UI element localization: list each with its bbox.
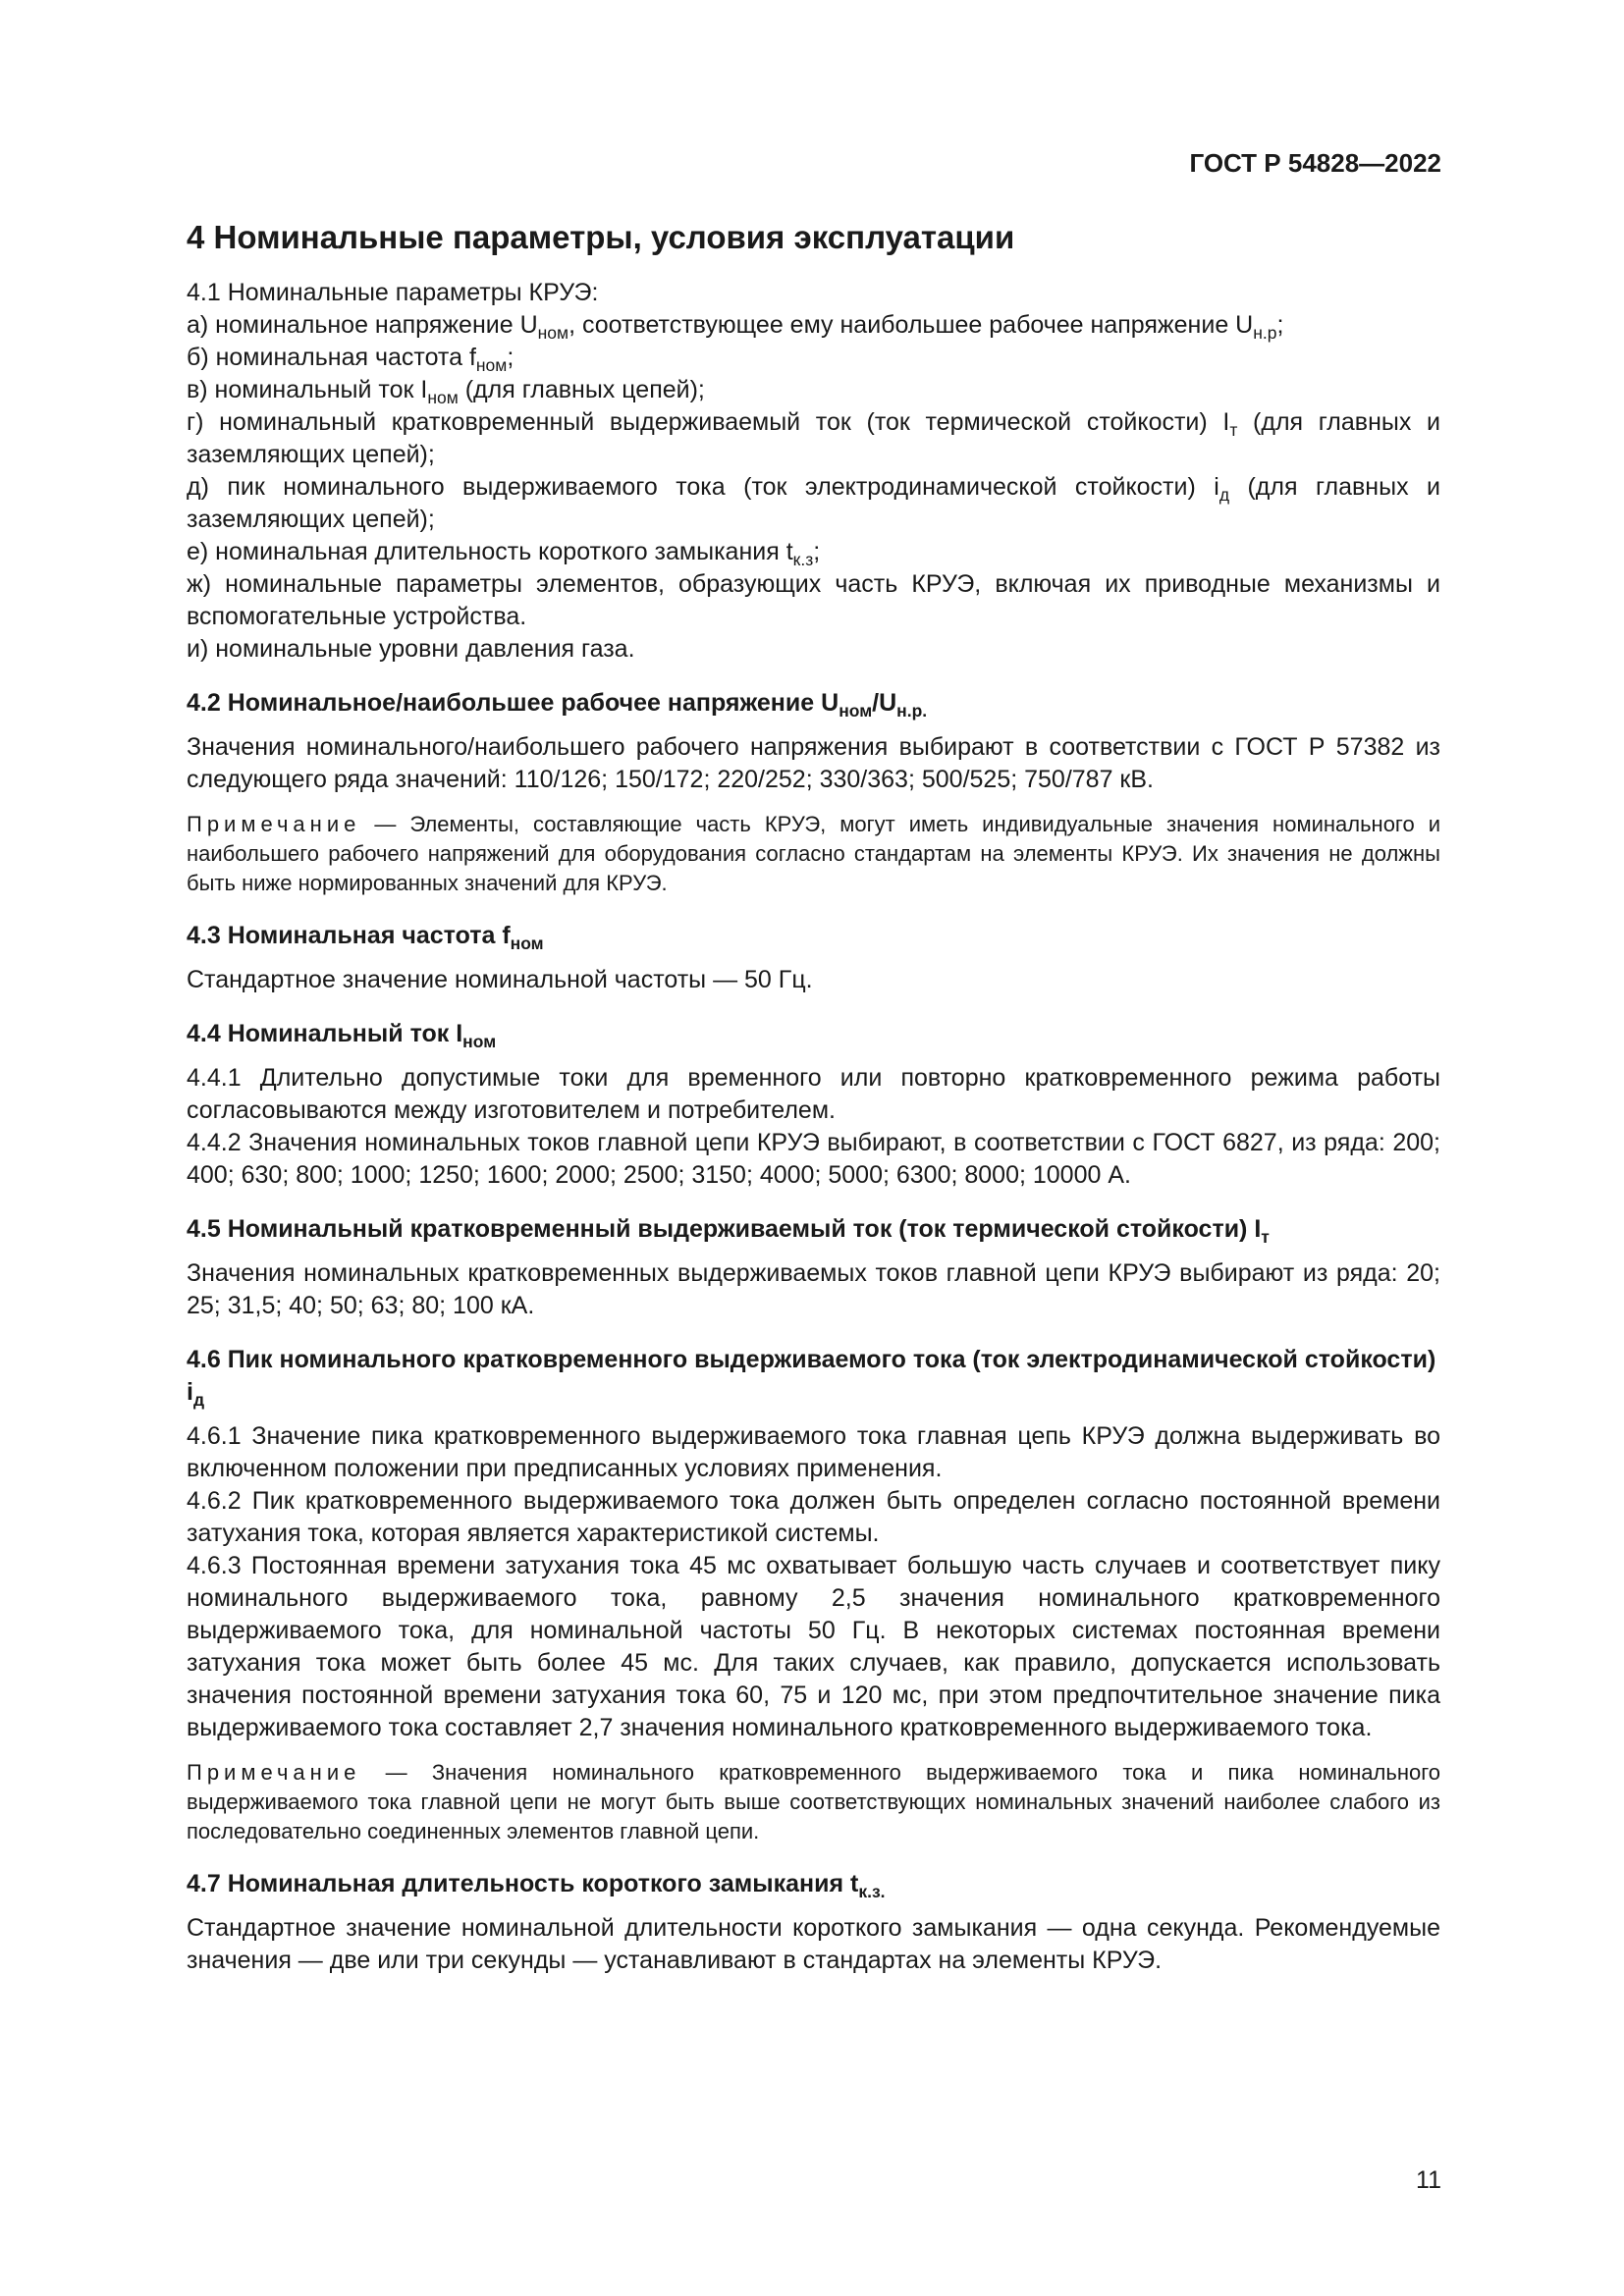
s4-1-zh: ж) номинальные параметры элементов, образующих часть КРУЭ, включая их приводные механизмы и вспомогательные устройства. [187, 570, 1440, 630]
s4-2-text: Значения номинального/наибольшего рабочего напряжения выбирают в соответствии с ГОСТ Р 57382 из следующего ряда значений: 110/126; 150/172; 220/252; 330/363; 500/525; 750/787 кВ. [187, 733, 1440, 793]
heading-4-4: 4.4 Номинальный ток $I_{ном}$ [187, 1020, 497, 1052]
s4-1-e: е) номинальная длительность короткого замыкания $t_{к.з}$; [187, 538, 821, 570]
s4-1-g: г) номинальный кратковременный выдерживаемый ток (ток термической стойкости) $I_т$ (для главных и заземляющих цепей); [187, 408, 1440, 468]
heading-4-5: 4.5 Номинальный кратковременный выдерживаемый ток (ток термической стойкости) $I_т$ [187, 1215, 1270, 1248]
s4-5-text: Значения номинальных кратковременных выдерживаемых токов главной цепи КРУЭ выбирают из ряда: 20; 25; 31,5; 40; 50; 63; 80; 100 кА. [187, 1259, 1440, 1319]
s4-6-3: 4.6.3 Постоянная времени затухания тока 45 мс охватывает большую часть случаев и соответствует пику номинального выдерживаемого тока, равному 2,5 значения номинального кратковременного выдерживаемого тока, для номинальной частоты 50 Гц. В некоторых системах постоянная времени затухания тока может быть более 45 мс. Для таких случаев, как правило, допускается использовать значения постоянной времени затухания тока 60, 75 и 120 мс, при этом предпочтительное значение пика выдерживаемого тока составляет 2,7 значения номинального кратковременного выдерживаемого тока. [187, 1552, 1440, 1741]
s4-1-v: в) номинальный ток $I_{ном}$ (для главных цепей); [187, 376, 705, 408]
s4-1-lead: 4.1 Номинальные параметры КРУЭ: [187, 279, 599, 306]
heading-4-2: 4.2 Номинальное/наибольшее рабочее напряжение $U_{ном}/U_{н.р.}$ [187, 689, 928, 721]
note-4-6: Примечание — Значения номинального кратковременного выдерживаемого тока и пика номинального выдерживаемого тока главной цепи не могут быть выше соответствующих номинальных значений наиболее слабого из последовательно соединенных элементов главной цепи. [187, 1760, 1440, 1843]
document-id: ГОСТ Р 54828—2022 [1189, 148, 1441, 178]
section-title: 4 Номинальные параметры, условия эксплуатации [187, 219, 1015, 255]
heading-4-7: 4.7 Номинальная длительность короткого замыкания $t_{к.з.}$ [187, 1870, 886, 1902]
s4-3-text: Стандартное значение номинальной частоты — 50 Гц. [187, 966, 813, 993]
page-content [187, 218, 1440, 1977]
s4-6-1: 4.6.1 Значение пика кратковременного выдерживаемого тока главная цепь КРУЭ должна выдерживать во включенном положении при предписанных условиях применения. [187, 1422, 1440, 1482]
s4-1-a: а) номинальное напряжение $U_{ном}$, соответствующее ему наибольшее рабочее напряжение $U_{н.р}$; [187, 311, 1284, 344]
s4-4-2: 4.4.2 Значения номинальных токов главной цепи КРУЭ выбирают, в соответствии с ГОСТ 6827, из ряда: 200; 400; 630; 800; 1000; 1250; 1600; 2000; 2500; 3150; 4000; 5000; 6300; 8000; 10000 А. [187, 1129, 1440, 1189]
note-label: Примечание [187, 812, 361, 836]
subsection-4-1 [187, 277, 1440, 666]
heading-4-3: 4.3 Номинальная частота $f_{ном}$ [187, 922, 544, 954]
s4-1-i: и) номинальные уровни давления газа. [187, 635, 635, 663]
s4-6-2: 4.6.2 Пик кратковременного выдерживаемого тока должен быть определен согласно постоянной времени затухания тока, которая является характеристикой системы. [187, 1487, 1440, 1547]
note-label: Примечание [187, 1760, 361, 1785]
heading-4-6: 4.6 Пик номинального кратковременного выдерживаемого тока (ток электродинамической стойкости) $i_д$ [187, 1346, 1436, 1411]
s4-7-text: Стандартное значение номинальной длительности короткого замыкания — одна секунда. Рекомендуемые значения — две или три секунды — устанавливают в стандартах на элементы КРУЭ. [187, 1914, 1440, 1974]
s4-1-d: д) пик номинального выдерживаемого тока (ток электродинамической стойкости) $i_д$ (для главных и заземляющих цепей); [187, 473, 1440, 533]
note-4-2: Примечание — Элементы, составляющие часть КРУЭ, могут иметь индивидуальные значения номинального и наибольшего рабочего напряжений для оборудования согласно стандартам на элементы КРУЭ. Их значения не должны быть ниже нормированных значений для КРУЭ. [187, 812, 1440, 895]
page-number: 11 [1416, 2166, 1441, 2194]
s4-1-b: б) номинальная частота $f_{ном}$; [187, 344, 514, 376]
s4-4-1: 4.4.1 Длительно допустимые токи для временного или повторно кратковременного режима работы согласовываются между изготовителем и потребителем. [187, 1064, 1440, 1124]
